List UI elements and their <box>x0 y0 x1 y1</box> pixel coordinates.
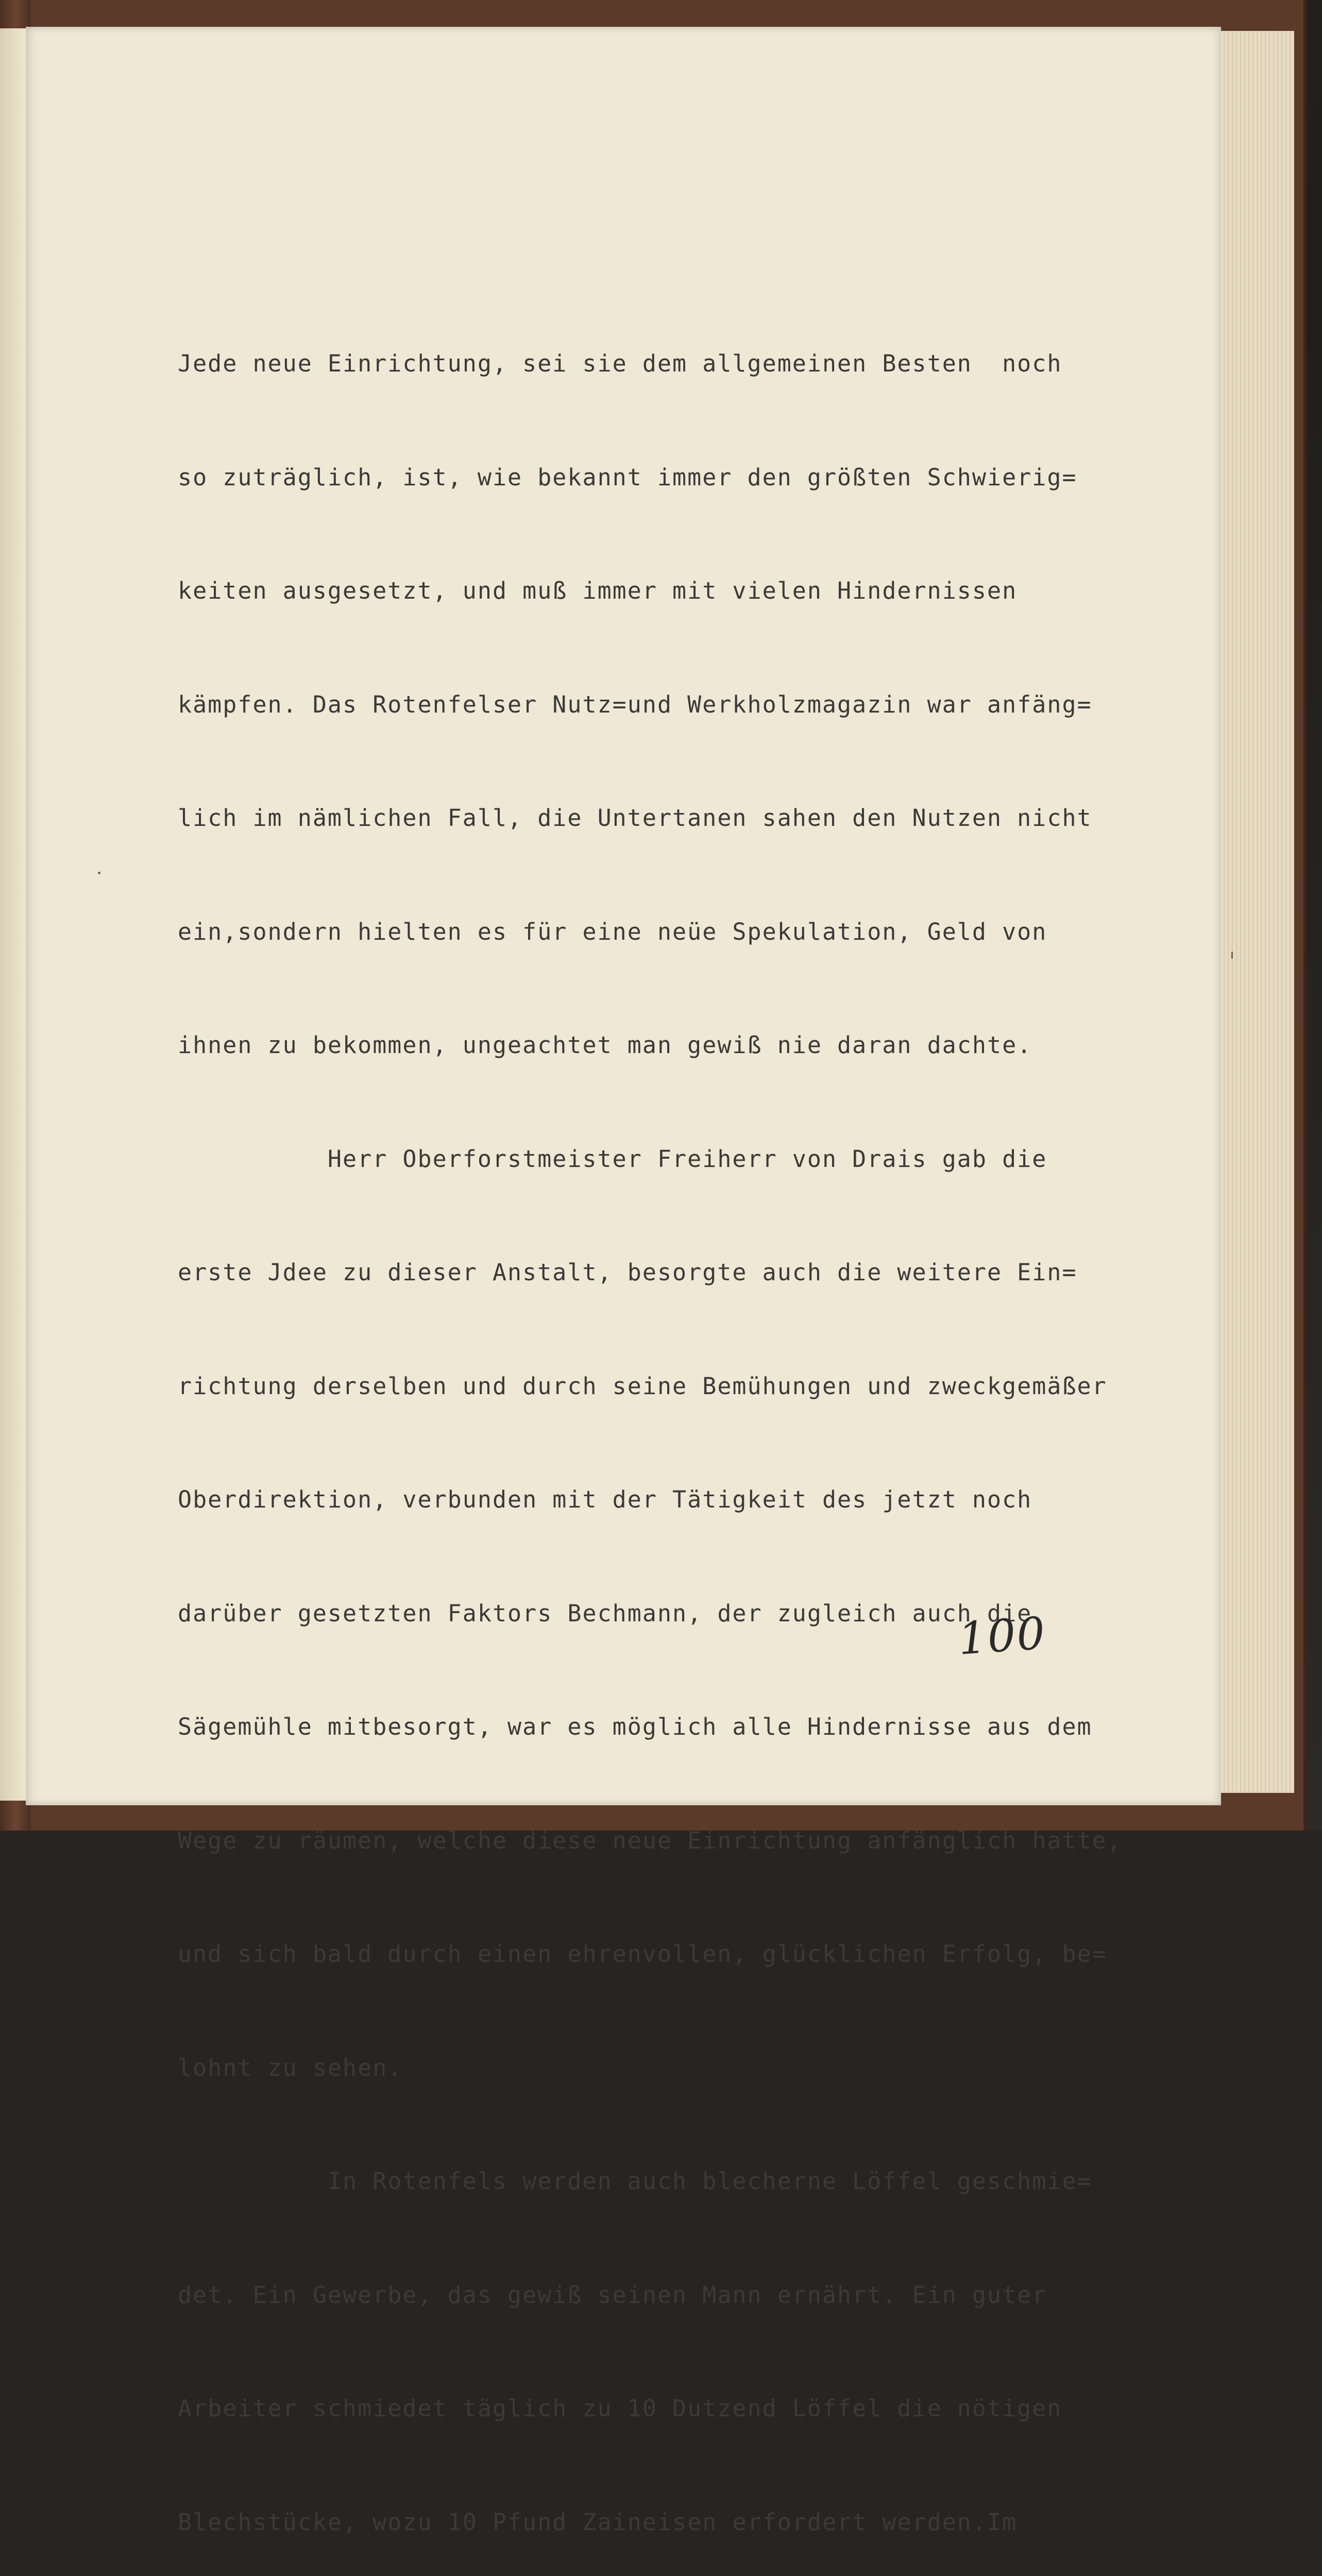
text-line: Herr Oberforstmeister Freiherr von Drais gab die <box>178 1145 1047 1173</box>
text-line: darüber gesetzten Faktors Bechmann, der zugleich auch die <box>178 1599 1032 1627</box>
text-line: In Rotenfels werden auch blecherne Löffel geschmie= <box>178 2167 1092 2195</box>
page-stack-edge <box>1216 31 1294 1793</box>
text-line: det. Ein Gewerbe, das gewiß seinen Mann ernährt. Ein guter <box>178 2281 1047 2309</box>
text-line: Wege zu räumen, welche diese neue Einrichtung anfänglich hatte, <box>178 1826 1122 1854</box>
text-line: Sägemühle mitbesorgt, war es möglich alle Hindernisse aus dem <box>178 1713 1092 1740</box>
text-line: lohnt zu sehen. <box>178 2054 403 2081</box>
text-line: Blechstücke, wozu 10 Pfund Zaineisen erfordert werden.Im <box>178 2508 1018 2536</box>
text-line: und sich bald durch einen ehrenvollen, glücklichen Erfolg, be= <box>178 1940 1107 1968</box>
left-page-edge <box>0 28 27 1801</box>
paper-mark <box>1231 952 1233 959</box>
text-line: Arbeiter schmiedet täglich zu 10 Dutzend Löffel die nötigen <box>178 2395 1062 2422</box>
text-line: Oberdirektion, verbunden mit der Tätigkeit des jetzt noch <box>178 1486 1032 1513</box>
paper-speck <box>98 872 100 874</box>
handwritten-page-number: 100 <box>956 1607 1048 1665</box>
text-line: Jede neue Einrichtung, sei sie dem allgemeinen Besten noch <box>178 350 1062 377</box>
text-line: kämpfen. Das Rotenfelser Nutz=und Werkholzmagazin war anfäng= <box>178 690 1092 718</box>
text-line: richtung derselben und durch seine Bemühungen und zweckgemäßer <box>178 1372 1107 1400</box>
text-line: ihnen zu bekommen, ungeachtet man gewiß nie daran dachte. <box>178 1031 1032 1059</box>
text-line: so zuträglich, ist, wie bekannt immer den größten Schwierig= <box>178 463 1077 491</box>
text-line: ein,sondern hielten es für eine neüe Spekulation, Geld von <box>178 918 1047 945</box>
text-line: erste Jdee zu dieser Anstalt, besorgte auch die weitere Ein= <box>178 1259 1077 1286</box>
text-line: keiten ausgesetzt, und muß immer mit vielen Hindernissen <box>178 577 1018 604</box>
typewritten-text-body <box>178 269 1208 2576</box>
text-line: lich im nämlichen Fall, die Untertanen sahen den Nutzen nicht <box>178 804 1092 832</box>
